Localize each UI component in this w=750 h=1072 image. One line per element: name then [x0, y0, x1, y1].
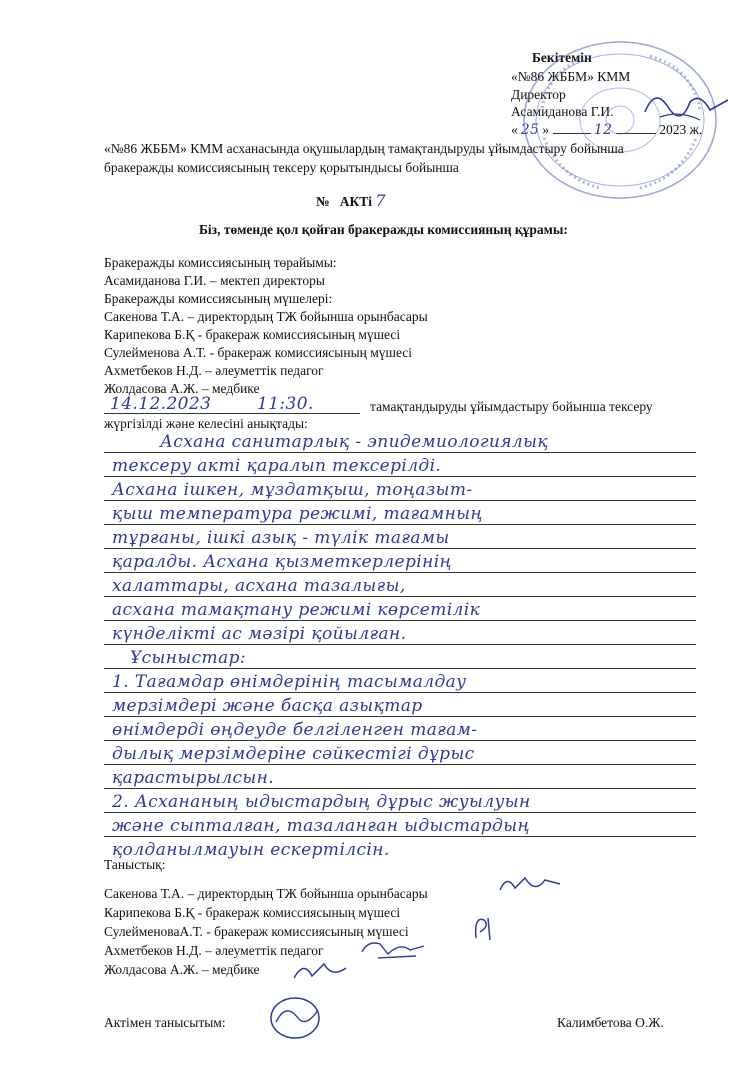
finding-line-1: Асхана санитарлық - эпидемиологиялық — [160, 432, 549, 452]
subtitle: Біз, төменде қол қойған бракеражды комиссияның құрамы: — [199, 222, 568, 237]
finding-line-4: қыш температура режимі, тағамның — [112, 504, 483, 524]
approval-position: Директор — [511, 87, 566, 102]
recommendations-title: Ұсыныстар: — [130, 648, 247, 668]
recommendation-line-1: 1. Тағамдар өнімдерінің тасымалдау — [112, 672, 467, 692]
acknowledged-title: Таныстық: — [104, 857, 166, 872]
signature-4-icon — [358, 936, 428, 964]
inspection-date: 14.12.2023 — [110, 394, 212, 414]
signature-1-icon — [495, 870, 565, 900]
approval-name: Асамиданова Г.И. — [511, 104, 614, 119]
finding-line-3: Асхана ішкен, мұздатқыш, тоңазыт- — [112, 480, 473, 500]
inspection-time: 11:30. — [257, 394, 314, 414]
header-line-2: бракеражды комиссиясының тексеру қорытындысы бойынша — [104, 160, 459, 175]
director-signature-icon — [640, 82, 730, 132]
recommendation-line-8: қолданылмауын ескертілсін. — [112, 840, 390, 860]
member-4: Ахметбеков Н.Д. – әлеуметтік педагог — [104, 363, 324, 378]
recommendation-line-5: қарастырылсын. — [112, 768, 275, 788]
finding-line-5: тұрғаны, ішкі азық - түлік тағамы — [112, 528, 450, 548]
ack-person-2: Карипекова Б.Қ - бракераж комиссиясының мүшесі — [104, 905, 401, 920]
member-3: Сулейменова А.Т. - бракераж комиссиясының мүшесі — [104, 345, 413, 360]
member-1: Сакенова Т.А. – директордың ТЖ бойынша орынбасары — [104, 309, 428, 324]
members-title: Бракеражды комиссиясының мүшелері: — [104, 291, 333, 306]
approval-day: 25 — [520, 122, 540, 138]
finding-line-8: асхана тамақтану режимі көрсетілік — [112, 600, 481, 620]
signature-5-icon — [290, 956, 350, 984]
inspection-text-1: тамақтандыруды ұйымдастыру бойынша тексеру — [370, 399, 653, 414]
approval-date: « 25 » 12 2023 ж. — [511, 122, 703, 138]
recommendation-line-2: мерзімдері және басқа азықтар — [112, 696, 423, 716]
footer-label: Актімен танысытым: — [104, 1015, 226, 1030]
recommendation-line-3: өнімдерді өңдеуде белгіленген тағам- — [112, 720, 478, 740]
recommendation-line-6: 2. Асхананың ыдыстардың дұрыс жуылуын — [112, 792, 531, 812]
ack-person-3: СулейменоваА.Т. - бракераж комиссиясының мүшесі — [104, 924, 409, 939]
approval-year: 2023 ж. — [659, 122, 703, 137]
ack-person-5: Жолдасова А.Ж. – медбике — [104, 962, 260, 977]
member-2: Карипекова Б.Қ - бракераж комиссиясының мүшесі — [104, 327, 401, 342]
ack-person-1: Сакенова Т.А. – директордың ТЖ бойынша орынбасары — [104, 886, 428, 901]
approval-month: 12 — [593, 122, 613, 138]
finding-line-6: қаралды. Асхана қызметкерлерінің — [112, 552, 453, 572]
act-title: № АКТі 7 — [316, 191, 386, 210]
finding-line-7: халаттары, асхана тазалығы, — [112, 576, 406, 596]
recommendation-line-7: және сыпталған, тазаланған ыдыстардың — [112, 816, 530, 836]
act-number: 7 — [375, 191, 386, 210]
footer-signature-icon — [262, 992, 332, 1042]
chair-title: Бракеражды комиссиясының төрайымы: — [104, 255, 337, 270]
inspection-text-2: жүргізілді және келесіні анықтады: — [104, 416, 308, 431]
member-5: Жолдасова А.Ж. – медбике — [104, 381, 260, 396]
approval-org: «№86 ЖББМ» КММ — [511, 69, 631, 84]
footer-name: Калимбетова О.Ж. — [557, 1015, 664, 1030]
finding-line-9: күнделікті ас мәзірі қойылған. — [112, 624, 407, 644]
finding-line-2: тексеру акті қаралып тексерілді. — [112, 456, 442, 476]
signature-3-icon — [470, 912, 500, 944]
ack-person-4: Ахметбеков Н.Д. – әлеуметтік педагог — [104, 943, 324, 958]
recommendation-line-4: дылық мерзімдеріне сәйкестігі дұрыс — [112, 744, 475, 764]
header-line-1: «№86 ЖББМ» КММ асханасында оқушылардың тамақтандыруды ұйымдастыру бойынша — [104, 141, 624, 156]
approval-title: Бекітемін — [532, 50, 592, 65]
chair: Асамиданова Г.И. – мектеп директоры — [104, 273, 325, 288]
